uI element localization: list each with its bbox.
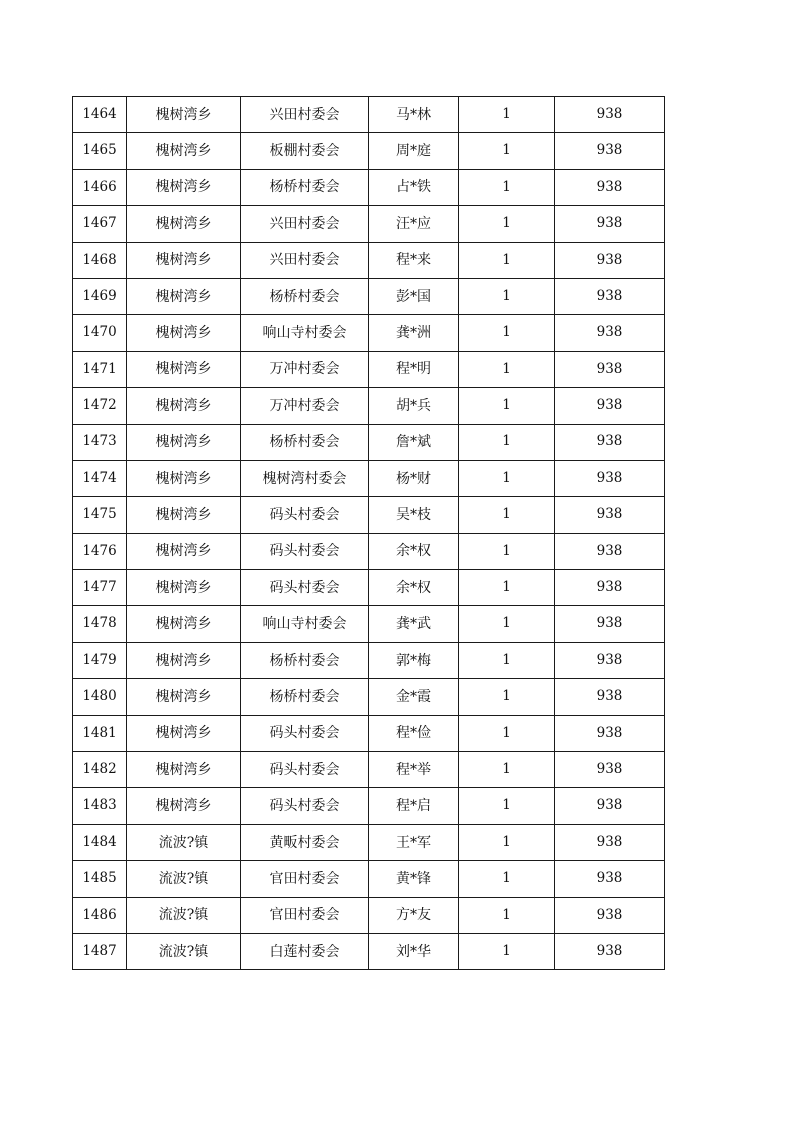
count-cell: 1 [459, 278, 555, 314]
village-committee-cell: 码头村委会 [241, 788, 369, 824]
amount-cell: 938 [555, 278, 665, 314]
village-committee-cell: 槐树湾村委会 [241, 460, 369, 496]
row-number-cell: 1466 [73, 169, 127, 205]
row-number-cell: 1476 [73, 533, 127, 569]
row-number-cell: 1486 [73, 897, 127, 933]
amount-cell: 938 [555, 933, 665, 969]
person-name-cell: 余*权 [369, 570, 459, 606]
amount-cell: 938 [555, 824, 665, 860]
row-number-cell: 1473 [73, 424, 127, 460]
count-cell: 1 [459, 133, 555, 169]
count-cell: 1 [459, 169, 555, 205]
table-row [73, 533, 665, 569]
count-cell: 1 [459, 570, 555, 606]
count-cell: 1 [459, 206, 555, 242]
village-committee-cell: 响山寺村委会 [241, 606, 369, 642]
count-cell: 1 [459, 606, 555, 642]
township-cell: 槐树湾乡 [127, 133, 241, 169]
row-number-cell: 1467 [73, 206, 127, 242]
amount-cell: 938 [555, 97, 665, 133]
amount-cell: 938 [555, 133, 665, 169]
person-name-cell: 占*铁 [369, 169, 459, 205]
table-row [73, 679, 665, 715]
village-committee-cell: 杨桥村委会 [241, 679, 369, 715]
township-cell: 槐树湾乡 [127, 97, 241, 133]
row-number-cell: 1478 [73, 606, 127, 642]
amount-cell: 938 [555, 752, 665, 788]
table-row [73, 278, 665, 314]
person-name-cell: 彭*国 [369, 278, 459, 314]
person-name-cell: 程*来 [369, 242, 459, 278]
person-name-cell: 程*启 [369, 788, 459, 824]
person-name-cell: 余*权 [369, 533, 459, 569]
count-cell: 1 [459, 388, 555, 424]
amount-cell: 938 [555, 388, 665, 424]
township-cell: 槐树湾乡 [127, 533, 241, 569]
village-committee-cell: 码头村委会 [241, 715, 369, 751]
table-row [73, 715, 665, 751]
township-cell: 槐树湾乡 [127, 788, 241, 824]
village-committee-cell: 码头村委会 [241, 497, 369, 533]
person-name-cell: 方*友 [369, 897, 459, 933]
table-row [73, 388, 665, 424]
village-committee-cell: 万冲村委会 [241, 351, 369, 387]
township-cell: 槐树湾乡 [127, 242, 241, 278]
township-cell: 槐树湾乡 [127, 278, 241, 314]
person-name-cell: 程*举 [369, 752, 459, 788]
count-cell: 1 [459, 424, 555, 460]
amount-cell: 938 [555, 315, 665, 351]
row-number-cell: 1468 [73, 242, 127, 278]
table-row [73, 824, 665, 860]
table-row [73, 169, 665, 205]
table-row [73, 351, 665, 387]
person-name-cell: 王*军 [369, 824, 459, 860]
amount-cell: 938 [555, 642, 665, 678]
row-number-cell: 1483 [73, 788, 127, 824]
village-committee-cell: 白莲村委会 [241, 933, 369, 969]
township-cell: 槐树湾乡 [127, 351, 241, 387]
row-number-cell: 1487 [73, 933, 127, 969]
table-row [73, 315, 665, 351]
person-name-cell: 龚*武 [369, 606, 459, 642]
table-row [73, 788, 665, 824]
township-cell: 槐树湾乡 [127, 497, 241, 533]
row-number-cell: 1477 [73, 570, 127, 606]
amount-cell: 938 [555, 897, 665, 933]
township-cell: 流波?镇 [127, 933, 241, 969]
count-cell: 1 [459, 752, 555, 788]
township-cell: 槐树湾乡 [127, 715, 241, 751]
table-row [73, 133, 665, 169]
row-number-cell: 1485 [73, 861, 127, 897]
row-number-cell: 1465 [73, 133, 127, 169]
person-name-cell: 周*庭 [369, 133, 459, 169]
township-cell: 槐树湾乡 [127, 460, 241, 496]
township-cell: 槐树湾乡 [127, 752, 241, 788]
count-cell: 1 [459, 533, 555, 569]
township-cell: 槐树湾乡 [127, 315, 241, 351]
count-cell: 1 [459, 497, 555, 533]
count-cell: 1 [459, 242, 555, 278]
table-row [73, 752, 665, 788]
village-committee-cell: 码头村委会 [241, 752, 369, 788]
township-cell: 流波?镇 [127, 861, 241, 897]
table-row [73, 424, 665, 460]
person-name-cell: 汪*应 [369, 206, 459, 242]
data-table [72, 96, 665, 970]
count-cell: 1 [459, 315, 555, 351]
amount-cell: 938 [555, 351, 665, 387]
table-row [73, 933, 665, 969]
amount-cell: 938 [555, 606, 665, 642]
table-row [73, 570, 665, 606]
table-row [73, 497, 665, 533]
township-cell: 流波?镇 [127, 824, 241, 860]
amount-cell: 938 [555, 206, 665, 242]
village-committee-cell: 兴田村委会 [241, 97, 369, 133]
person-name-cell: 胡*兵 [369, 388, 459, 424]
person-name-cell: 詹*斌 [369, 424, 459, 460]
row-number-cell: 1482 [73, 752, 127, 788]
amount-cell: 938 [555, 679, 665, 715]
village-committee-cell: 黄畈村委会 [241, 824, 369, 860]
person-name-cell: 杨*财 [369, 460, 459, 496]
row-number-cell: 1481 [73, 715, 127, 751]
row-number-cell: 1474 [73, 460, 127, 496]
row-number-cell: 1471 [73, 351, 127, 387]
township-cell: 槐树湾乡 [127, 206, 241, 242]
amount-cell: 938 [555, 570, 665, 606]
amount-cell: 938 [555, 424, 665, 460]
count-cell: 1 [459, 788, 555, 824]
amount-cell: 938 [555, 861, 665, 897]
count-cell: 1 [459, 679, 555, 715]
village-committee-cell: 杨桥村委会 [241, 169, 369, 205]
person-name-cell: 程*俭 [369, 715, 459, 751]
village-committee-cell: 响山寺村委会 [241, 315, 369, 351]
village-committee-cell: 兴田村委会 [241, 206, 369, 242]
count-cell: 1 [459, 460, 555, 496]
person-name-cell: 吴*枝 [369, 497, 459, 533]
row-number-cell: 1479 [73, 642, 127, 678]
township-cell: 槐树湾乡 [127, 679, 241, 715]
table-row [73, 861, 665, 897]
village-committee-cell: 码头村委会 [241, 570, 369, 606]
row-number-cell: 1469 [73, 278, 127, 314]
township-cell: 槐树湾乡 [127, 606, 241, 642]
count-cell: 1 [459, 897, 555, 933]
person-name-cell: 黄*锋 [369, 861, 459, 897]
amount-cell: 938 [555, 715, 665, 751]
row-number-cell: 1480 [73, 679, 127, 715]
amount-cell: 938 [555, 242, 665, 278]
table-body [73, 97, 665, 970]
township-cell: 流波?镇 [127, 897, 241, 933]
village-committee-cell: 杨桥村委会 [241, 278, 369, 314]
count-cell: 1 [459, 824, 555, 860]
row-number-cell: 1484 [73, 824, 127, 860]
count-cell: 1 [459, 715, 555, 751]
village-committee-cell: 万冲村委会 [241, 388, 369, 424]
count-cell: 1 [459, 351, 555, 387]
person-name-cell: 程*明 [369, 351, 459, 387]
person-name-cell: 郭*梅 [369, 642, 459, 678]
table-row [73, 460, 665, 496]
amount-cell: 938 [555, 169, 665, 205]
table-row [73, 97, 665, 133]
amount-cell: 938 [555, 533, 665, 569]
count-cell: 1 [459, 861, 555, 897]
amount-cell: 938 [555, 497, 665, 533]
amount-cell: 938 [555, 460, 665, 496]
village-committee-cell: 杨桥村委会 [241, 424, 369, 460]
township-cell: 槐树湾乡 [127, 570, 241, 606]
row-number-cell: 1470 [73, 315, 127, 351]
township-cell: 槐树湾乡 [127, 388, 241, 424]
person-name-cell: 金*霞 [369, 679, 459, 715]
table-row [73, 242, 665, 278]
table-row [73, 606, 665, 642]
row-number-cell: 1475 [73, 497, 127, 533]
village-committee-cell: 码头村委会 [241, 533, 369, 569]
township-cell: 槐树湾乡 [127, 169, 241, 205]
table-row [73, 206, 665, 242]
township-cell: 槐树湾乡 [127, 642, 241, 678]
amount-cell: 938 [555, 788, 665, 824]
village-committee-cell: 官田村委会 [241, 897, 369, 933]
row-number-cell: 1472 [73, 388, 127, 424]
person-name-cell: 龚*洲 [369, 315, 459, 351]
person-name-cell: 刘*华 [369, 933, 459, 969]
village-committee-cell: 兴田村委会 [241, 242, 369, 278]
village-committee-cell: 杨桥村委会 [241, 642, 369, 678]
table-row [73, 642, 665, 678]
row-number-cell: 1464 [73, 97, 127, 133]
village-committee-cell: 官田村委会 [241, 861, 369, 897]
count-cell: 1 [459, 933, 555, 969]
township-cell: 槐树湾乡 [127, 424, 241, 460]
person-name-cell: 马*林 [369, 97, 459, 133]
count-cell: 1 [459, 642, 555, 678]
table-row [73, 897, 665, 933]
count-cell: 1 [459, 97, 555, 133]
village-committee-cell: 板棚村委会 [241, 133, 369, 169]
